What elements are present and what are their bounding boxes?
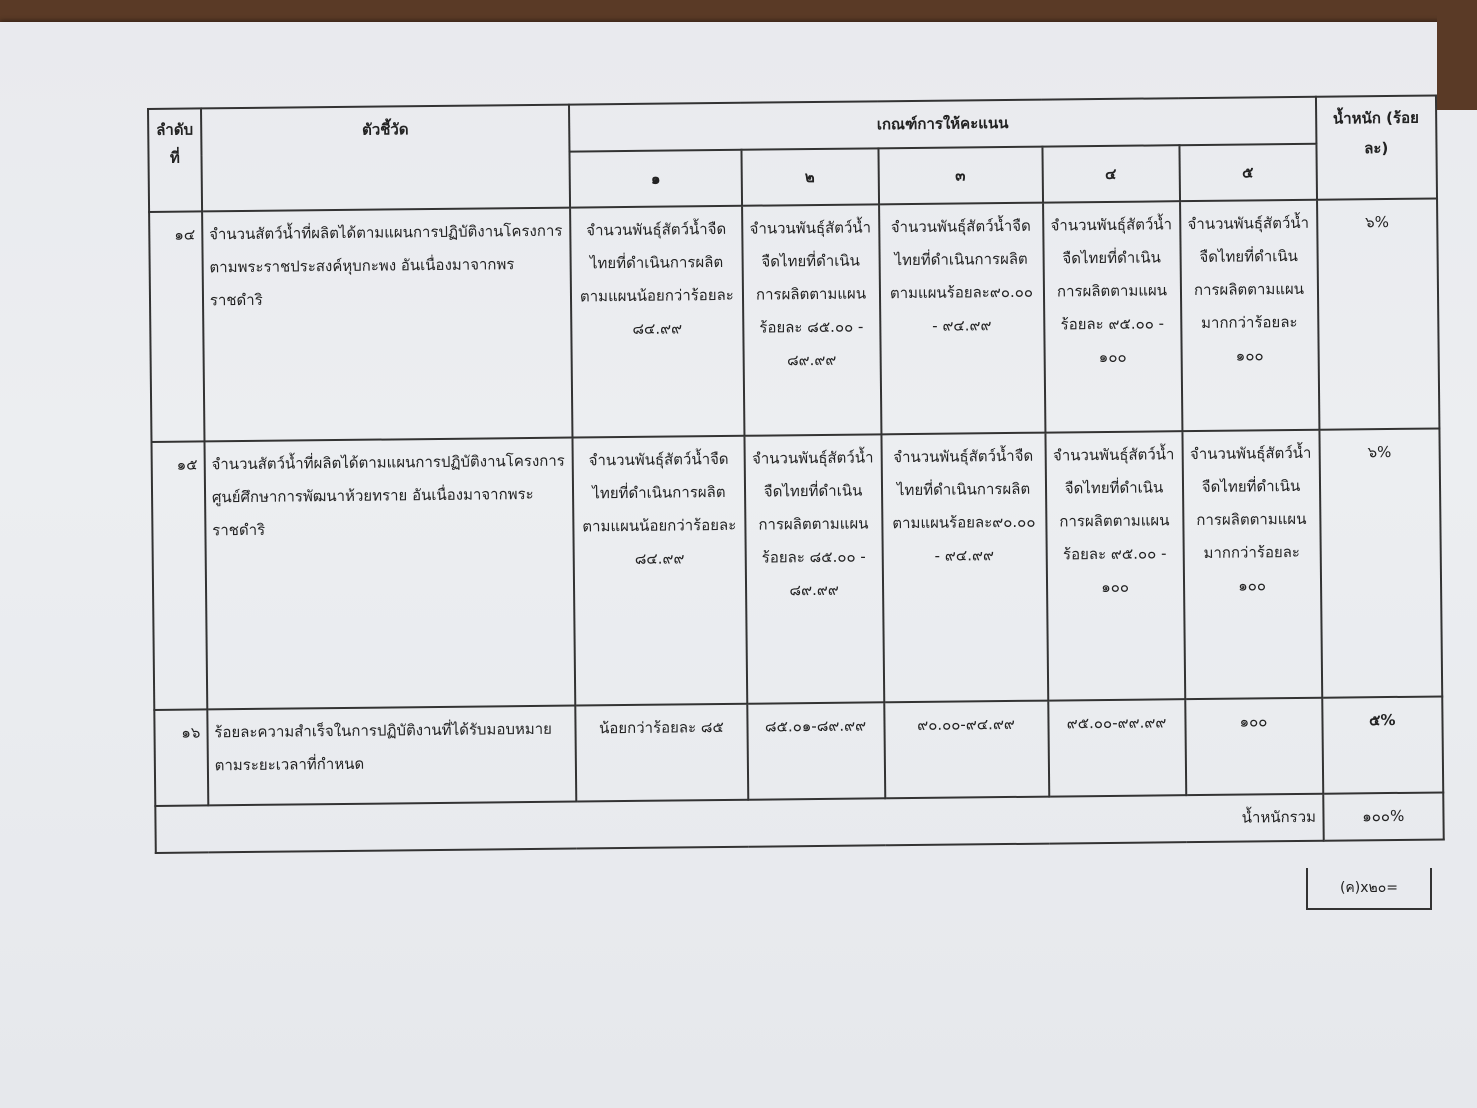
row-number: ๑๕ — [151, 441, 207, 710]
row-criteria-3: จำนวนพันธุ์สัตว์น้ำจืดไทยที่ดำเนินการผลิตตามแผนร้อยละ๙๐.๐๐ - ๙๔.๙๙ — [879, 203, 1045, 435]
row-weight: ๕% — [1322, 696, 1443, 793]
row-criteria-3: จำนวนพันธุ์สัตว์น้ำจืดไทยที่ดำเนินการผลิตตามแผนร้อยละ๙๐.๐๐ - ๙๔.๙๙ — [881, 433, 1048, 703]
header-weight: น้ำหนัก (ร้อยละ) — [1315, 96, 1437, 200]
row-indicator: จำนวนสัตว์น้ำที่ผลิตได้ตามแผนการปฏิบัติงานโครงการตามพระราชประสงค์หุบกะพง อันเนื่องมาจากพรราชดำริ — [202, 208, 573, 442]
row-criteria-3: ๙๐.๐๐-๙๔.๙๙ — [884, 701, 1049, 799]
table-row — [149, 198, 1439, 441]
row-criteria-1: จำนวนพันธุ์สัตว์น้ำจืดไทยที่ดำเนินการผลิตตามแผนน้อยกว่าร้อยละ ๘๔.๙๙ — [570, 206, 744, 438]
total-label: น้ำหนักรวม — [155, 794, 1323, 853]
table-row — [151, 428, 1442, 709]
header-no: ลำดับที่ — [148, 108, 202, 212]
row-criteria-4: ๙๕.๐๐-๙๙.๙๙ — [1048, 699, 1186, 796]
row-weight: ๖% — [1317, 198, 1440, 429]
row-criteria-4: จำนวนพันธุ์สัตว์น้ำจืดไทยที่ดำเนินการผลิตตามแผนร้อยละ ๙๕.๐๐ - ๑๐๐ — [1043, 201, 1182, 432]
row-indicator: จำนวนสัตว์น้ำที่ผลิตได้ตามแผนการปฏิบัติงานโครงการศูนย์ศึกษาการพัฒนาห้วยทราย อันเนื่องมาจากพระราชดำริ — [204, 438, 575, 710]
header-indicator: ตัวชี้วัด — [201, 105, 571, 212]
row-criteria-2: จำนวนพันธุ์สัตว์น้ำจืดไทยที่ดำเนินการผลิตตามแผนร้อยละ ๘๕.๐๐ - ๘๙.๙๙ — [744, 434, 884, 703]
row-criteria-1: น้อยกว่าร้อยละ ๘๕ — [576, 704, 748, 802]
total-value: ๑๐๐% — [1323, 792, 1444, 840]
row-criteria-5: จำนวนพันธุ์สัตว์น้ำจืดไทยที่ดำเนินการผลิตตามแผนมากกว่าร้อยละ ๑๐๐ — [1180, 200, 1319, 431]
header-level-5: ๕ — [1179, 144, 1317, 201]
row-weight: ๖% — [1319, 428, 1442, 697]
row-criteria-1: จำนวนพันธุ์สัตว์น้ำจืดไทยที่ดำเนินการผลิตตามแผนน้อยกว่าร้อยละ ๘๔.๙๙ — [573, 436, 747, 706]
row-criteria-4: จำนวนพันธุ์สัตว์น้ำจืดไทยที่ดำเนินการผลิตตามแผนร้อยละ ๙๕.๐๐ - ๑๐๐ — [1045, 431, 1185, 700]
header-level-2: ๒ — [741, 148, 879, 205]
header-level-4: ๔ — [1042, 145, 1180, 202]
row-number: ๑๔ — [149, 211, 204, 442]
header-level-1: ๑ — [570, 150, 742, 208]
row-criteria-5: ๑๐๐ — [1185, 698, 1323, 795]
scoring-table — [147, 94, 1445, 853]
row-criteria-5: จำนวนพันธุ์สัตว์น้ำจืดไทยที่ดำเนินการผลิตตามแผนมากกว่าร้อยละ ๑๐๐ — [1182, 430, 1322, 699]
row-criteria-2: ๘๕.๐๑-๘๙.๙๙ — [747, 702, 885, 799]
row-number: ๑๖ — [154, 709, 208, 806]
table-row — [154, 696, 1443, 805]
header-criteria: เกณฑ์การให้คะแนน — [569, 97, 1316, 152]
row-criteria-2: จำนวนพันธุ์สัตว์น้ำจืดไทยที่ดำเนินการผลิตตามแผนร้อยละ ๘๕.๐๐ - ๘๙.๙๙ — [742, 204, 881, 435]
formula-cell: (ค)x๒๐= — [1306, 868, 1432, 910]
desk-background — [1437, 0, 1477, 110]
header-level-3: ๓ — [878, 147, 1043, 205]
row-indicator: ร้อยละความสำเร็จในการปฏิบัติงานที่ได้รับมอบหมายตามระยะเวลาที่กำหนด — [207, 706, 576, 806]
